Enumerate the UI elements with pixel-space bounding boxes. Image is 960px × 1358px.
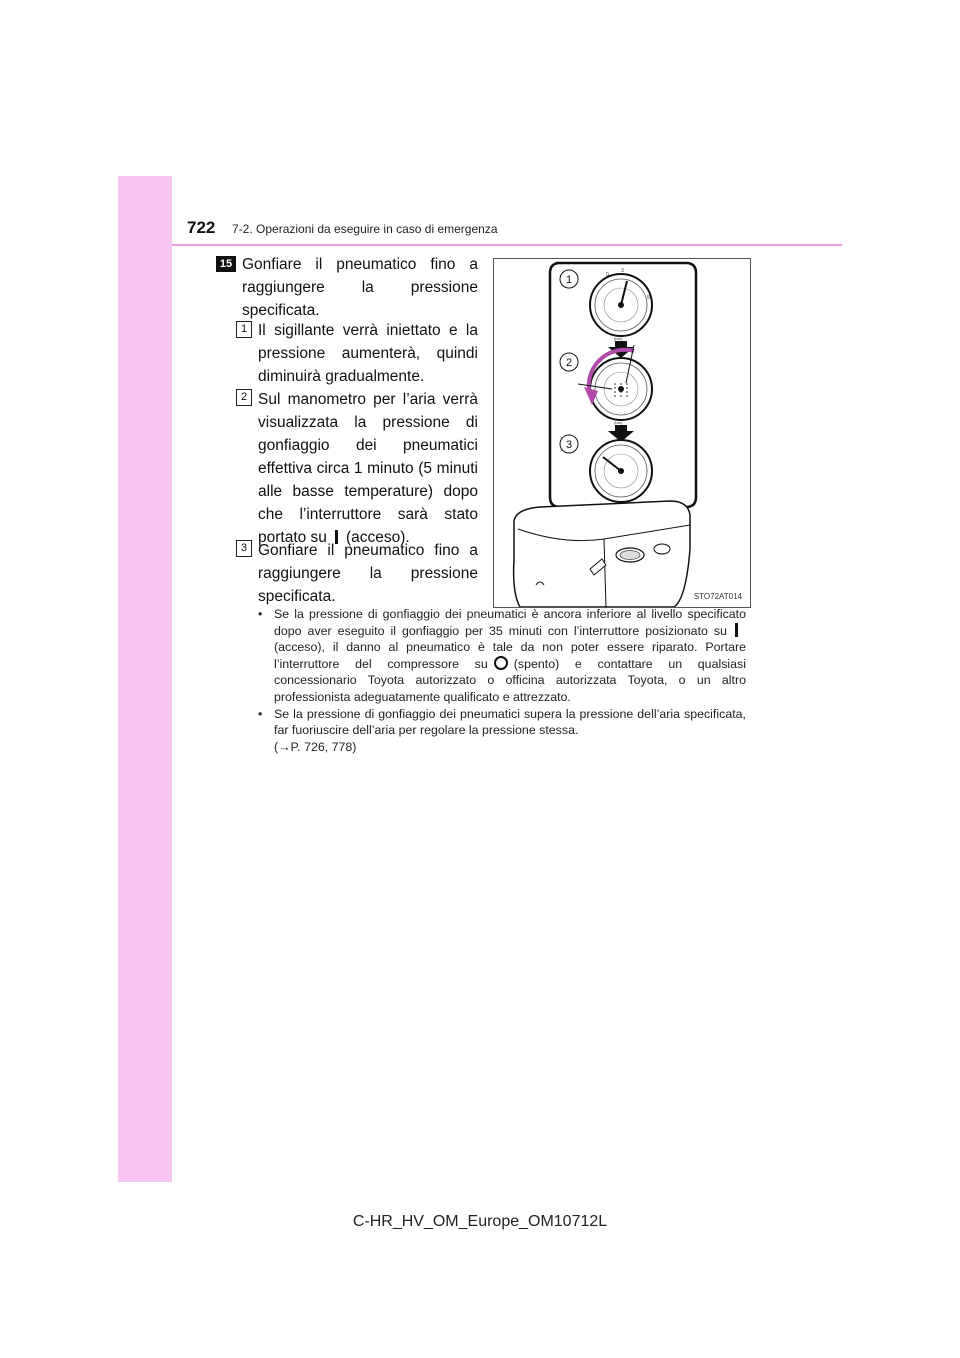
switch-on-icon	[735, 623, 738, 637]
callout-3: 3	[565, 439, 573, 451]
substep-text-2-suffix: (acceso).	[345, 529, 410, 546]
chapter-sidebar-tab	[118, 176, 172, 1182]
note-item-1	[258, 606, 746, 706]
gauge1-label-5: 5	[647, 295, 650, 301]
substep-text-2-main: Sul manometro per l’aria verrà visualizzata la pressione di gonfiaggio dei pneumatici effettiva circa 1 minuto (5 minuti alle basse temperature) dopo che l’interruttore sarà stato portato su	[258, 391, 478, 546]
header-rule	[172, 244, 842, 246]
switch-off-icon	[494, 656, 508, 670]
substep-badge-2: 2	[236, 389, 252, 406]
compressor-gauge-figure	[493, 258, 751, 608]
substep-badge-3: 3	[236, 540, 252, 557]
substep-badge-1: 1	[236, 321, 252, 338]
notes-list	[258, 606, 746, 755]
substep-text-1: Il sigillante verrà iniettato e la pressione aumenterà, quindi diminuirà gradualmente.	[258, 322, 478, 385]
page-reference-link[interactable]: (→P. 726, 778)	[274, 739, 357, 754]
gauge2-unit: (bar)	[614, 420, 623, 425]
note-1-part-a: Se la pressione di gonfiaggio dei pneumatici è ancora inferiore al livello specificato dopo aver eseguito il gonfiaggio per 35 minuti con l’interruttore posizionato su	[274, 607, 746, 638]
substep-text-2	[258, 388, 478, 549]
compressor-illustration	[494, 259, 750, 607]
gauge1-label-3: 3	[621, 268, 624, 274]
note-2-text: Se la pressione di gonfiaggio dei pneumatici supera la pressione dell’aria specificata, far fuoriuscire dell’aria per regolare la pressione stessa.	[274, 706, 746, 738]
chapter-title: 7-2. Operazioni da eseguire in caso di emergenza	[232, 222, 498, 236]
footer-doc-id: C-HR_HV_OM_Europe_OM10712L	[352, 1213, 608, 1230]
substep-text-3: Gonfiare il pneumatico fino a raggiungere la pressione specificata.	[258, 542, 478, 605]
callout-2: 2	[565, 357, 573, 369]
step-badge: 15	[216, 256, 236, 272]
gauge1-label-0: 0	[606, 272, 609, 278]
note-item-2	[258, 706, 746, 756]
step-text: Gonfiare il pneumatico fino a raggiungere la pressione specificata.	[242, 256, 478, 319]
note-1-part-c: (spento) e contattare un qualsiasi concessionario Toyota autorizzato o officina autorizzata Toyota, o un altro professionista adeguatamente qualificato e attrezzato.	[274, 656, 747, 704]
note-bullet: •	[258, 607, 263, 621]
note-bullet: •	[258, 706, 263, 721]
callout-1: 1	[565, 274, 573, 286]
note-1-part-b: (acceso), il danno al pneumatico è tale da non poter essere riparato. Portare l’interruttore del compressore su	[274, 640, 746, 671]
figure-code: STO72AT014	[693, 592, 742, 601]
gauge1-unit: (bar)	[614, 336, 623, 341]
page-number: 722	[187, 218, 216, 237]
